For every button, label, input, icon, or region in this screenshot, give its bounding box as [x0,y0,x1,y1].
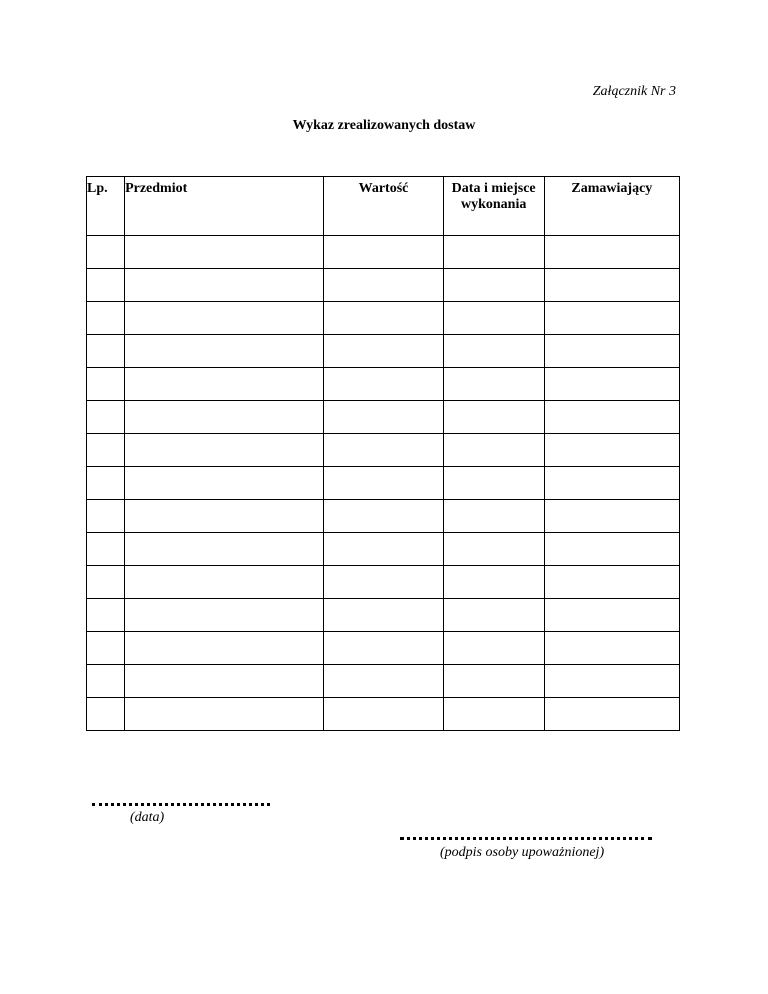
table-cell-ordering_party [544,500,679,533]
table-cell-value [324,236,443,269]
signature-caption: (podpis osoby upoważnionej) [440,845,605,860]
table-cell-lp [87,500,125,533]
deliveries-table [86,176,680,731]
table-cell-subject [125,335,324,368]
date-dotted-line [92,803,270,806]
table-cell-value [324,632,443,665]
table-cell-date_place [443,335,544,368]
table-cell-value [324,368,443,401]
table-cell-date_place [443,269,544,302]
table-row [87,467,680,500]
table-cell-subject [125,665,324,698]
signature-dotted-line [400,837,652,840]
table-row [87,368,680,401]
table-cell-date_place [443,500,544,533]
table-cell-subject [125,302,324,335]
table-cell-value [324,401,443,434]
table-cell-subject [125,467,324,500]
header-subject: Przedmiot [125,177,324,236]
table-cell-lp [87,335,125,368]
table-cell-value [324,302,443,335]
table-cell-lp [87,533,125,566]
table-cell-date_place [443,599,544,632]
table-cell-lp [87,401,125,434]
table-cell-ordering_party [544,665,679,698]
header-date-place: Data i miejsce wykonania [443,177,544,236]
table-cell-date_place [443,566,544,599]
table-cell-date_place [443,533,544,566]
table-row [87,434,680,467]
table-body [87,236,680,731]
header-value: Wartość [324,177,443,236]
table-cell-date_place [443,236,544,269]
table-header-row [87,177,680,236]
table-cell-date_place [443,665,544,698]
date-caption: (data) [130,810,165,825]
table-cell-subject [125,236,324,269]
table-cell-date_place [443,698,544,731]
table-row [87,698,680,731]
annex-label: Załącznik Nr 3 [592,84,676,99]
table-row [87,665,680,698]
table-cell-lp [87,269,125,302]
table-cell-subject [125,269,324,302]
table-cell-subject [125,533,324,566]
table-cell-ordering_party [544,368,679,401]
table-cell-lp [87,599,125,632]
table-cell-lp [87,434,125,467]
header-lp: Lp. [87,177,125,236]
table-row [87,599,680,632]
table-cell-subject [125,632,324,665]
table-cell-subject [125,401,324,434]
table-cell-subject [125,368,324,401]
table-cell-ordering_party [544,434,679,467]
table-row [87,401,680,434]
table-cell-date_place [443,401,544,434]
table-cell-ordering_party [544,401,679,434]
table-cell-value [324,665,443,698]
table-cell-ordering_party [544,698,679,731]
table-cell-ordering_party [544,632,679,665]
header-ordering-party: Zamawiający [544,177,679,236]
table-row [87,500,680,533]
table-cell-lp [87,566,125,599]
table-row [87,335,680,368]
table-cell-lp [87,698,125,731]
table-cell-ordering_party [544,269,679,302]
table-cell-ordering_party [544,533,679,566]
table-cell-value [324,500,443,533]
table-cell-lp [87,236,125,269]
table-cell-value [324,698,443,731]
table-cell-ordering_party [544,302,679,335]
table-cell-value [324,566,443,599]
table-cell-date_place [443,368,544,401]
table-cell-date_place [443,434,544,467]
table-cell-date_place [443,632,544,665]
table-row [87,566,680,599]
table-cell-value [324,533,443,566]
table-cell-ordering_party [544,566,679,599]
document-title: Wykaz zrealizowanych dostaw [292,118,476,133]
table-cell-subject [125,599,324,632]
table-cell-lp [87,368,125,401]
table-cell-subject [125,434,324,467]
table-row [87,236,680,269]
table-cell-lp [87,632,125,665]
table-cell-ordering_party [544,236,679,269]
table-cell-subject [125,500,324,533]
table-cell-subject [125,698,324,731]
table-cell-ordering_party [544,467,679,500]
table-row [87,533,680,566]
table-cell-value [324,335,443,368]
table-row [87,269,680,302]
table-cell-value [324,599,443,632]
table-row [87,632,680,665]
table-cell-ordering_party [544,599,679,632]
table-cell-value [324,434,443,467]
table-cell-subject [125,566,324,599]
table-cell-date_place [443,302,544,335]
table-row [87,302,680,335]
table-cell-lp [87,467,125,500]
table-cell-value [324,269,443,302]
table-cell-date_place [443,467,544,500]
table-cell-ordering_party [544,335,679,368]
table-cell-value [324,467,443,500]
table-cell-lp [87,302,125,335]
table-cell-lp [87,665,125,698]
